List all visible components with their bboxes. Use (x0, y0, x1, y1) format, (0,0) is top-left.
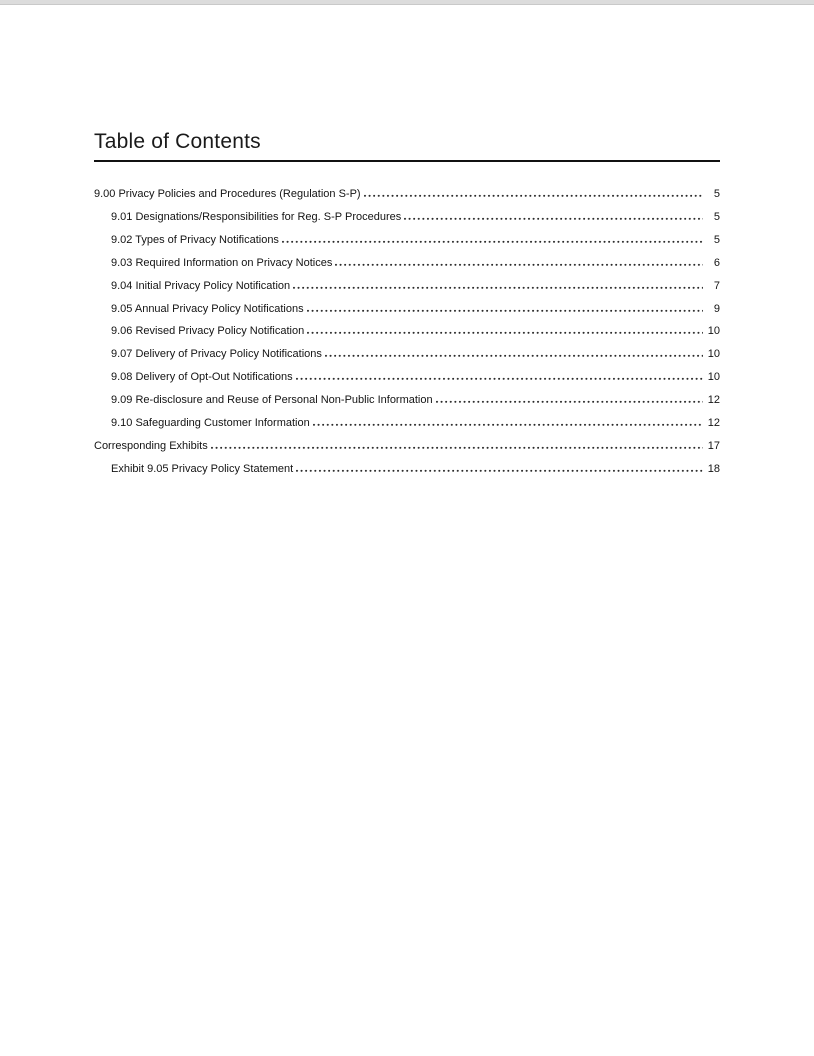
toc-leader-dots (335, 263, 703, 266)
toc-entry[interactable] (94, 370, 720, 393)
page-top-edge (0, 0, 814, 5)
toc-entry-label: 9.03 Required Information on Privacy Notices (111, 256, 333, 269)
toc-heading-block (94, 130, 720, 162)
toc-entry[interactable] (94, 256, 720, 279)
toc-entry-page: 17 (707, 439, 720, 452)
toc-entry-page: 10 (707, 325, 720, 338)
toc-entry[interactable] (94, 324, 720, 347)
toc-entry[interactable] (94, 393, 720, 416)
toc-entry[interactable] (94, 187, 720, 210)
toc-leader-dots (325, 354, 703, 357)
toc-entry[interactable] (94, 416, 720, 439)
toc-entry-label: 9.10 Safeguarding Customer Information (111, 417, 310, 429)
toc-entry[interactable] (94, 233, 720, 256)
toc-leader-dots (307, 309, 703, 312)
toc-entry-page: 12 (707, 417, 720, 429)
toc-leader-dots (282, 240, 703, 243)
toc-entry-label: 9.09 Re-disclosure and Reuse of Personal Non-Public Information (111, 394, 433, 407)
toc-leader-dots (211, 446, 703, 449)
toc-entry-page: 18 (707, 462, 720, 475)
toc-entry-page: 5 (713, 210, 720, 223)
toc-entry-page: 10 (707, 371, 720, 384)
toc-leader-dots (307, 331, 703, 334)
toc-entry[interactable] (94, 462, 720, 485)
toc-entry-page: 7 (713, 279, 720, 292)
toc-entry-page: 9 (713, 302, 720, 315)
toc-entry-label: 9.00 Privacy Policies and Procedures (Regulation S-P) (94, 188, 361, 201)
toc-entry-label: 9.02 Types of Privacy Notifications (111, 233, 279, 246)
toc-leader-dots (364, 194, 703, 197)
toc-entry-label: 9.07 Delivery of Privacy Policy Notifications (111, 348, 322, 361)
toc-entry-label: Corresponding Exhibits (94, 439, 208, 452)
toc-leader-dots (404, 217, 703, 220)
toc-leader-dots (296, 377, 703, 380)
toc-leader-dots (293, 286, 703, 289)
toc-entry-page: 5 (713, 233, 720, 246)
toc-entry-label: 9.04 Initial Privacy Policy Notification (111, 279, 291, 292)
toc-entry-page: 6 (713, 256, 720, 269)
toc-entry-label: 9.08 Delivery of Opt-Out Notifications (111, 371, 293, 384)
toc-entry[interactable] (94, 279, 720, 302)
toc-entry-page: 10 (707, 348, 720, 361)
toc-entry-page: 12 (707, 394, 720, 407)
toc-entry-label: 9.01 Designations/Responsibilities for Reg. S-P Procedures (111, 210, 402, 223)
toc-entry-label: Exhibit 9.05 Privacy Policy Statement (111, 462, 294, 475)
toc-entry[interactable] (94, 347, 720, 370)
toc-leader-dots (313, 423, 703, 426)
toc-leader-dots (436, 400, 703, 403)
toc-entry[interactable] (94, 439, 720, 462)
toc-entry[interactable] (94, 210, 720, 233)
toc-title: Table of Contents (94, 130, 261, 153)
toc-entry-label: 9.06 Revised Privacy Policy Notification (111, 325, 305, 338)
toc-entry[interactable] (94, 302, 720, 325)
toc-leader-dots (296, 469, 703, 472)
toc-entry-label: 9.05 Annual Privacy Policy Notifications (111, 302, 304, 315)
toc-entry-page: 5 (713, 188, 720, 201)
toc-list (94, 187, 720, 485)
document-page (94, 130, 720, 485)
